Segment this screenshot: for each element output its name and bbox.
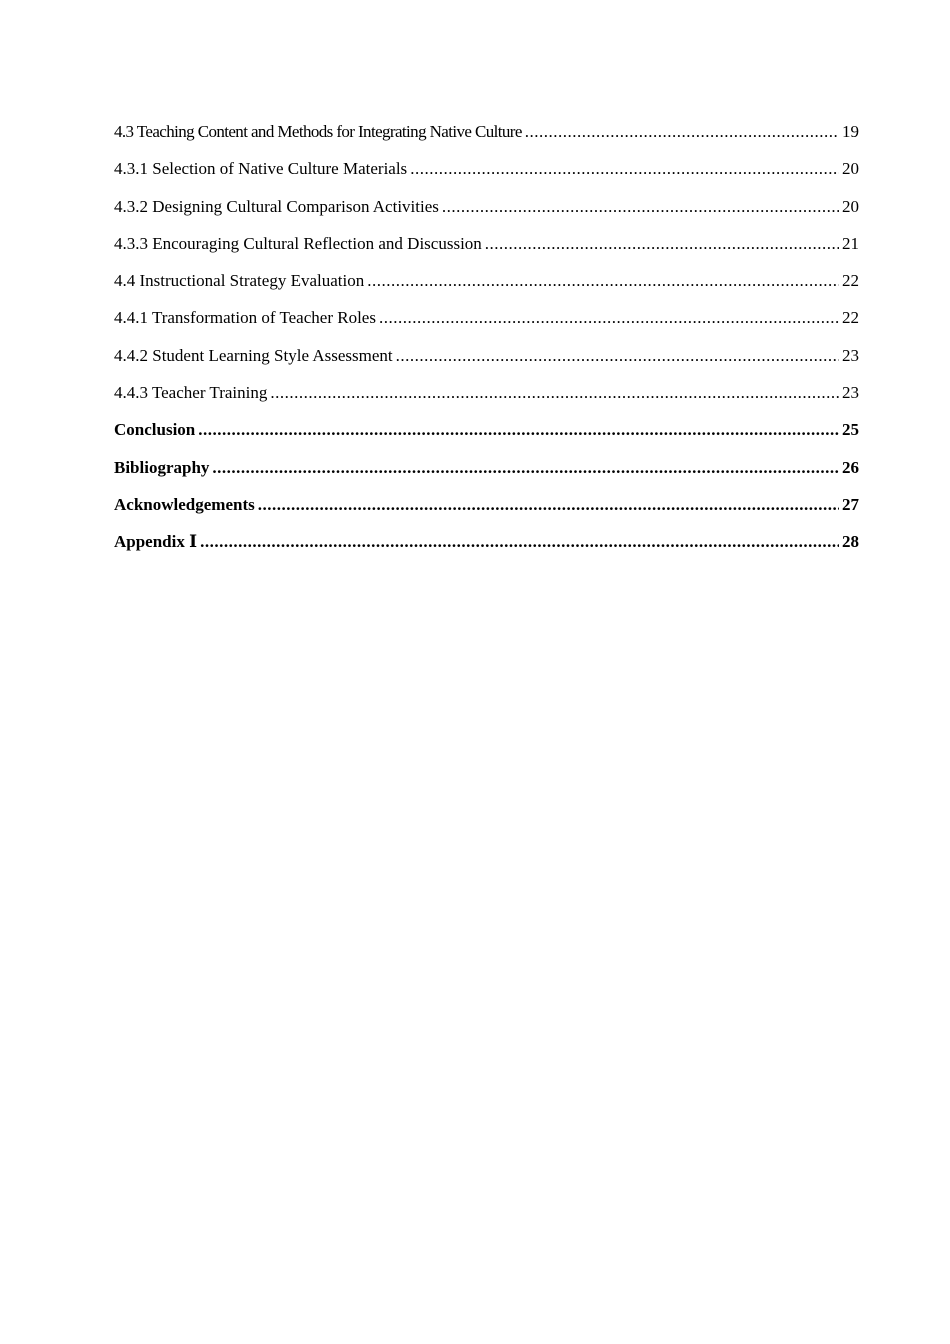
toc-entry-4-3-2[interactable] <box>114 193 859 230</box>
toc-entry-title: 4.3 Teaching Content and Methods for Integrating Native Culture <box>114 122 522 141</box>
toc-entry-title: 4.4.3 Teacher Training <box>114 383 268 403</box>
toc-entry-title: Acknowledgements <box>114 494 255 514</box>
toc-entry-title: Appendix Ⅰ <box>114 532 198 552</box>
toc-entry-page-number: 28 <box>842 532 859 552</box>
toc-entry-title: 4.3.2 Designing Cultural Comparison Activities <box>114 196 439 216</box>
toc-dot-leader <box>525 118 839 146</box>
toc-entry-acknowledgements[interactable] <box>114 491 859 528</box>
toc-dot-leader <box>258 491 839 519</box>
toc-dot-leader <box>198 416 839 444</box>
toc-entry-title: 4.3.1 Selection of Native Culture Materials <box>114 159 408 179</box>
toc-entry-page-number: 25 <box>842 420 859 440</box>
toc-entry-title: 4.4.2 Student Learning Style Assessment <box>114 345 393 365</box>
toc-entry-page-number: 23 <box>842 345 859 365</box>
toc-entry-page-number: 23 <box>842 383 859 403</box>
toc-dot-leader <box>379 304 839 332</box>
toc-dot-leader <box>200 528 839 556</box>
toc-dot-leader <box>396 342 839 370</box>
toc-entry-page-number: 20 <box>842 159 859 179</box>
toc-dot-leader <box>442 193 839 221</box>
toc-dot-leader <box>410 155 839 183</box>
toc-entry-4-3-1[interactable] <box>114 155 859 192</box>
toc-entry-title: 4.3.3 Encouraging Cultural Reflection and Discussion <box>114 233 482 253</box>
toc-dot-leader <box>367 267 839 295</box>
toc-dot-leader <box>485 230 839 258</box>
toc-entry-page-number: 21 <box>842 233 859 253</box>
toc-entry-4-4-2[interactable] <box>114 342 859 379</box>
toc-entry-4-4-1[interactable] <box>114 304 859 341</box>
toc-entry-conclusion[interactable] <box>114 416 859 453</box>
toc-entry-page-number: 20 <box>842 196 859 216</box>
toc-entry-page-number: 22 <box>842 271 859 291</box>
toc-entry-page-number: 22 <box>842 308 859 328</box>
toc-entry-page-number: 27 <box>842 494 859 514</box>
toc-entry-title: 4.4.1 Transformation of Teacher Roles <box>114 308 376 328</box>
toc-entry-4-3[interactable] <box>114 118 859 155</box>
toc-entry-page-number: 19 <box>842 122 859 141</box>
toc-entry-title: Conclusion <box>114 420 196 440</box>
toc-entry-4-4[interactable] <box>114 267 859 304</box>
table-of-contents <box>114 118 859 566</box>
toc-entry-appendix-i[interactable] <box>114 528 859 565</box>
toc-entry-title: Bibliography <box>114 457 210 477</box>
toc-entry-title: 4.4 Instructional Strategy Evaluation <box>114 271 365 291</box>
toc-entry-bibliography[interactable] <box>114 454 859 491</box>
toc-entry-4-4-3[interactable] <box>114 379 859 416</box>
toc-dot-leader <box>212 454 839 482</box>
toc-dot-leader <box>270 379 839 407</box>
toc-entry-4-3-3[interactable] <box>114 230 859 267</box>
toc-entry-page-number: 26 <box>842 457 859 477</box>
